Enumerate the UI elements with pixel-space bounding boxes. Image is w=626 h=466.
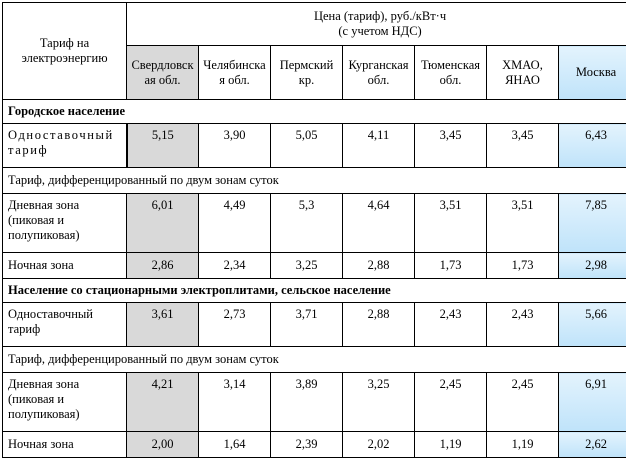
table-cell: 3,25 (271, 253, 343, 279)
table-cell: 3,14 (199, 373, 271, 432)
table-cell: 2,00 (127, 432, 199, 458)
table-cell: 5,66 (559, 303, 626, 347)
table-cell: 7,85 (559, 194, 626, 253)
region-header: Челябинская обл. (199, 46, 271, 100)
table-cell: 1,73 (415, 253, 487, 279)
table-cell: 4,21 (127, 373, 199, 432)
table-cell: 2,45 (487, 373, 559, 432)
table-cell: 2,88 (343, 253, 415, 279)
header-price-line2: (с учетом НДС) (338, 24, 422, 38)
table-cell: 2,98 (559, 253, 626, 279)
table-cell: 2,39 (271, 432, 343, 458)
header-tariff: Тариф на электроэнергию (3, 3, 127, 100)
table-cell: 5,05 (271, 124, 343, 168)
table-cell: 2,43 (487, 303, 559, 347)
table-cell: 3,45 (487, 124, 559, 168)
table-cell: 3,71 (271, 303, 343, 347)
section-title: Городское население (3, 100, 626, 124)
region-header: ХМАО, ЯНАО (487, 46, 559, 100)
table-cell: 2,86 (127, 253, 199, 279)
subsection-title: Тариф, дифференцированный по двум зонам суток (3, 347, 626, 373)
header-price (127, 3, 626, 46)
table-cell: 1,19 (487, 432, 559, 458)
table-cell: 3,51 (487, 194, 559, 253)
table-cell: 3,89 (271, 373, 343, 432)
table-cell: 6,91 (559, 373, 626, 432)
table-cell: 1,64 (199, 432, 271, 458)
table-cell: 6,43 (559, 124, 626, 168)
table-cell: 5,15 (127, 124, 199, 168)
table-cell: 1,19 (415, 432, 487, 458)
table-cell: 2,43 (415, 303, 487, 347)
tariff-table (2, 2, 626, 458)
table-cell: 1,73 (487, 253, 559, 279)
region-header: Курганская обл. (343, 46, 415, 100)
table-cell: 2,88 (343, 303, 415, 347)
table-cell: 2,62 (559, 432, 626, 458)
row-label: Ночная зона (3, 432, 127, 458)
table-cell: 2,45 (415, 373, 487, 432)
table-cell: 4,64 (343, 194, 415, 253)
row-label: Одноставочный тариф (3, 303, 127, 347)
table-cell: 2,02 (343, 432, 415, 458)
subsection-title: Тариф, дифференцированный по двум зонам суток (3, 168, 626, 194)
table-cell: 4,49 (199, 194, 271, 253)
region-header: Пермский кр. (271, 46, 343, 100)
section-title: Население со стационарными электроплитами, сельское население (3, 279, 626, 303)
table-cell: 5,3 (271, 194, 343, 253)
table-cell: 3,25 (343, 373, 415, 432)
table-cell: 2,73 (199, 303, 271, 347)
header-price-line1: Цена (тариф), руб./кВт·ч (313, 9, 447, 23)
table-cell: 3,51 (415, 194, 487, 253)
row-label: Ночная зона (3, 253, 127, 279)
region-header: Москва (559, 46, 626, 100)
row-label: Дневная зона (пиковая и полупиковая) (3, 373, 127, 432)
region-header: Свердловская обл. (127, 46, 199, 100)
table-cell: 3,90 (199, 124, 271, 168)
table-cell: 2,34 (199, 253, 271, 279)
table-cell: 6,01 (127, 194, 199, 253)
table-cell: 3,61 (127, 303, 199, 347)
row-label: Дневная зона (пиковая и полупиковая) (3, 194, 127, 253)
region-header: Тюменская обл. (415, 46, 487, 100)
table-cell: 4,11 (343, 124, 415, 168)
row-label: Одноставочный тариф (3, 124, 127, 168)
table-cell: 3,45 (415, 124, 487, 168)
